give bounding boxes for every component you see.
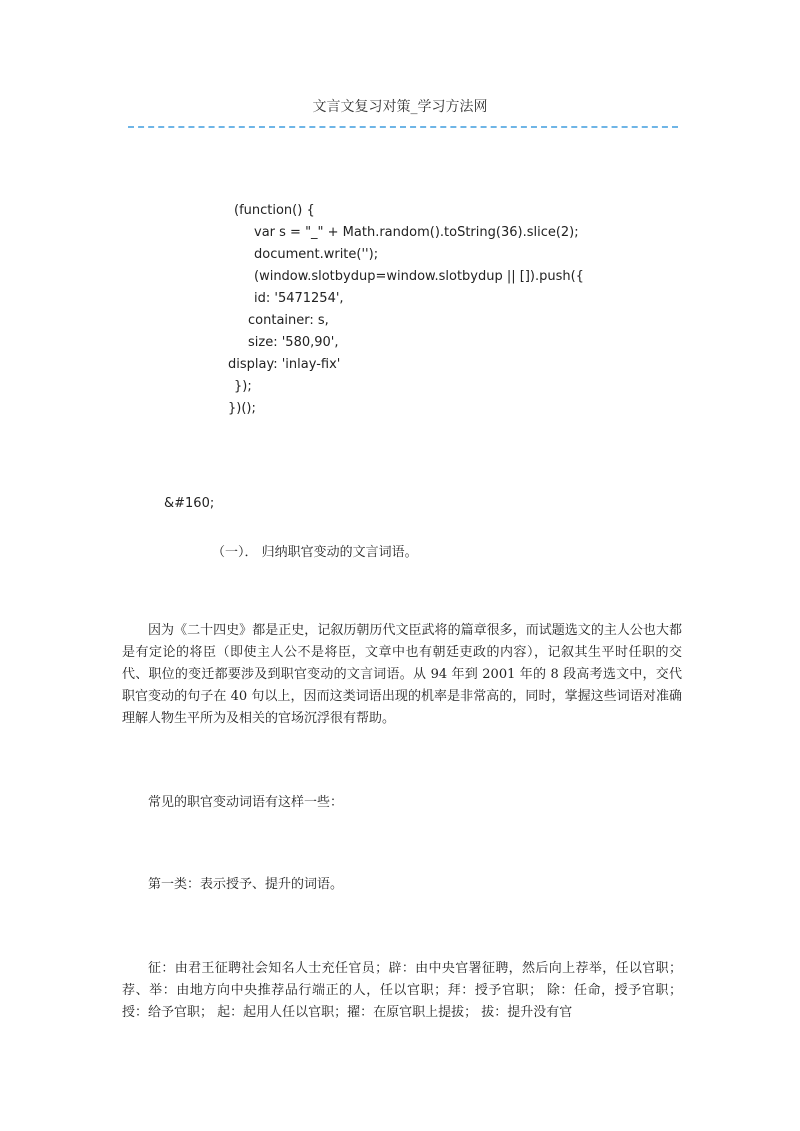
code-line: })(); — [228, 401, 256, 416]
header-divider — [128, 126, 678, 128]
paragraph: 因为《二十四史》都是正史，记叙历朝历代文臣武将的篇章很多，而试题选文的主人公也大都是有定论的将臣（即使主人公不是将臣，文章中也有朝廷吏政的内容），记叙其生平时任职的交代、职位的变迁都要涉及到职官变动的文言词语。从 94 年到 2001 年的 8 段高考选文中，交代职官变动的句子在 40 句以上，因而这类词语出现的机率是非常高的，同时，掌握这些词语对准确理解人物生平所为及相关的官场沉浮很有帮助。 — [122, 623, 682, 726]
paragraph: 征：由君王征聘社会知名人士充任官员；辟：由中央官署征聘，然后向上荐举，任以官职； 荐、举：由地方向中央推荐品行端正的人，任以官职；拜：授予官职； 除：任命，授予官职； 授：给予官职； 起：起用人任以官职；擢：在原官职上提拔； 拔：提升没有官 — [122, 961, 682, 1020]
code-line: }); — [234, 379, 252, 394]
raw-entity-text: &#160; — [164, 496, 215, 511]
code-line: display: 'inlay-fix' — [228, 357, 341, 372]
code-line: (window.slotbydup=window.slotbydup || []).push({ — [254, 269, 584, 284]
page-header-title: 文言文复习对策_学习方法网 — [312, 99, 488, 115]
code-line: var s = "_" + Math.random().toString(36).slice(2); — [254, 225, 579, 240]
paragraph: 常见的职官变动词语有这样一些： — [148, 795, 344, 810]
code-line: container: s, — [248, 313, 329, 328]
paragraph: 第一类：表示授予、提升的词语。 — [148, 877, 344, 892]
section-heading: （一）． 归纳职官变动的文言词语。 — [212, 545, 418, 560]
code-line: id: '5471254', — [254, 291, 344, 306]
code-line: document.write(''); — [254, 247, 379, 262]
code-line: size: '580,90', — [248, 335, 339, 350]
code-line: (function() { — [234, 203, 315, 218]
